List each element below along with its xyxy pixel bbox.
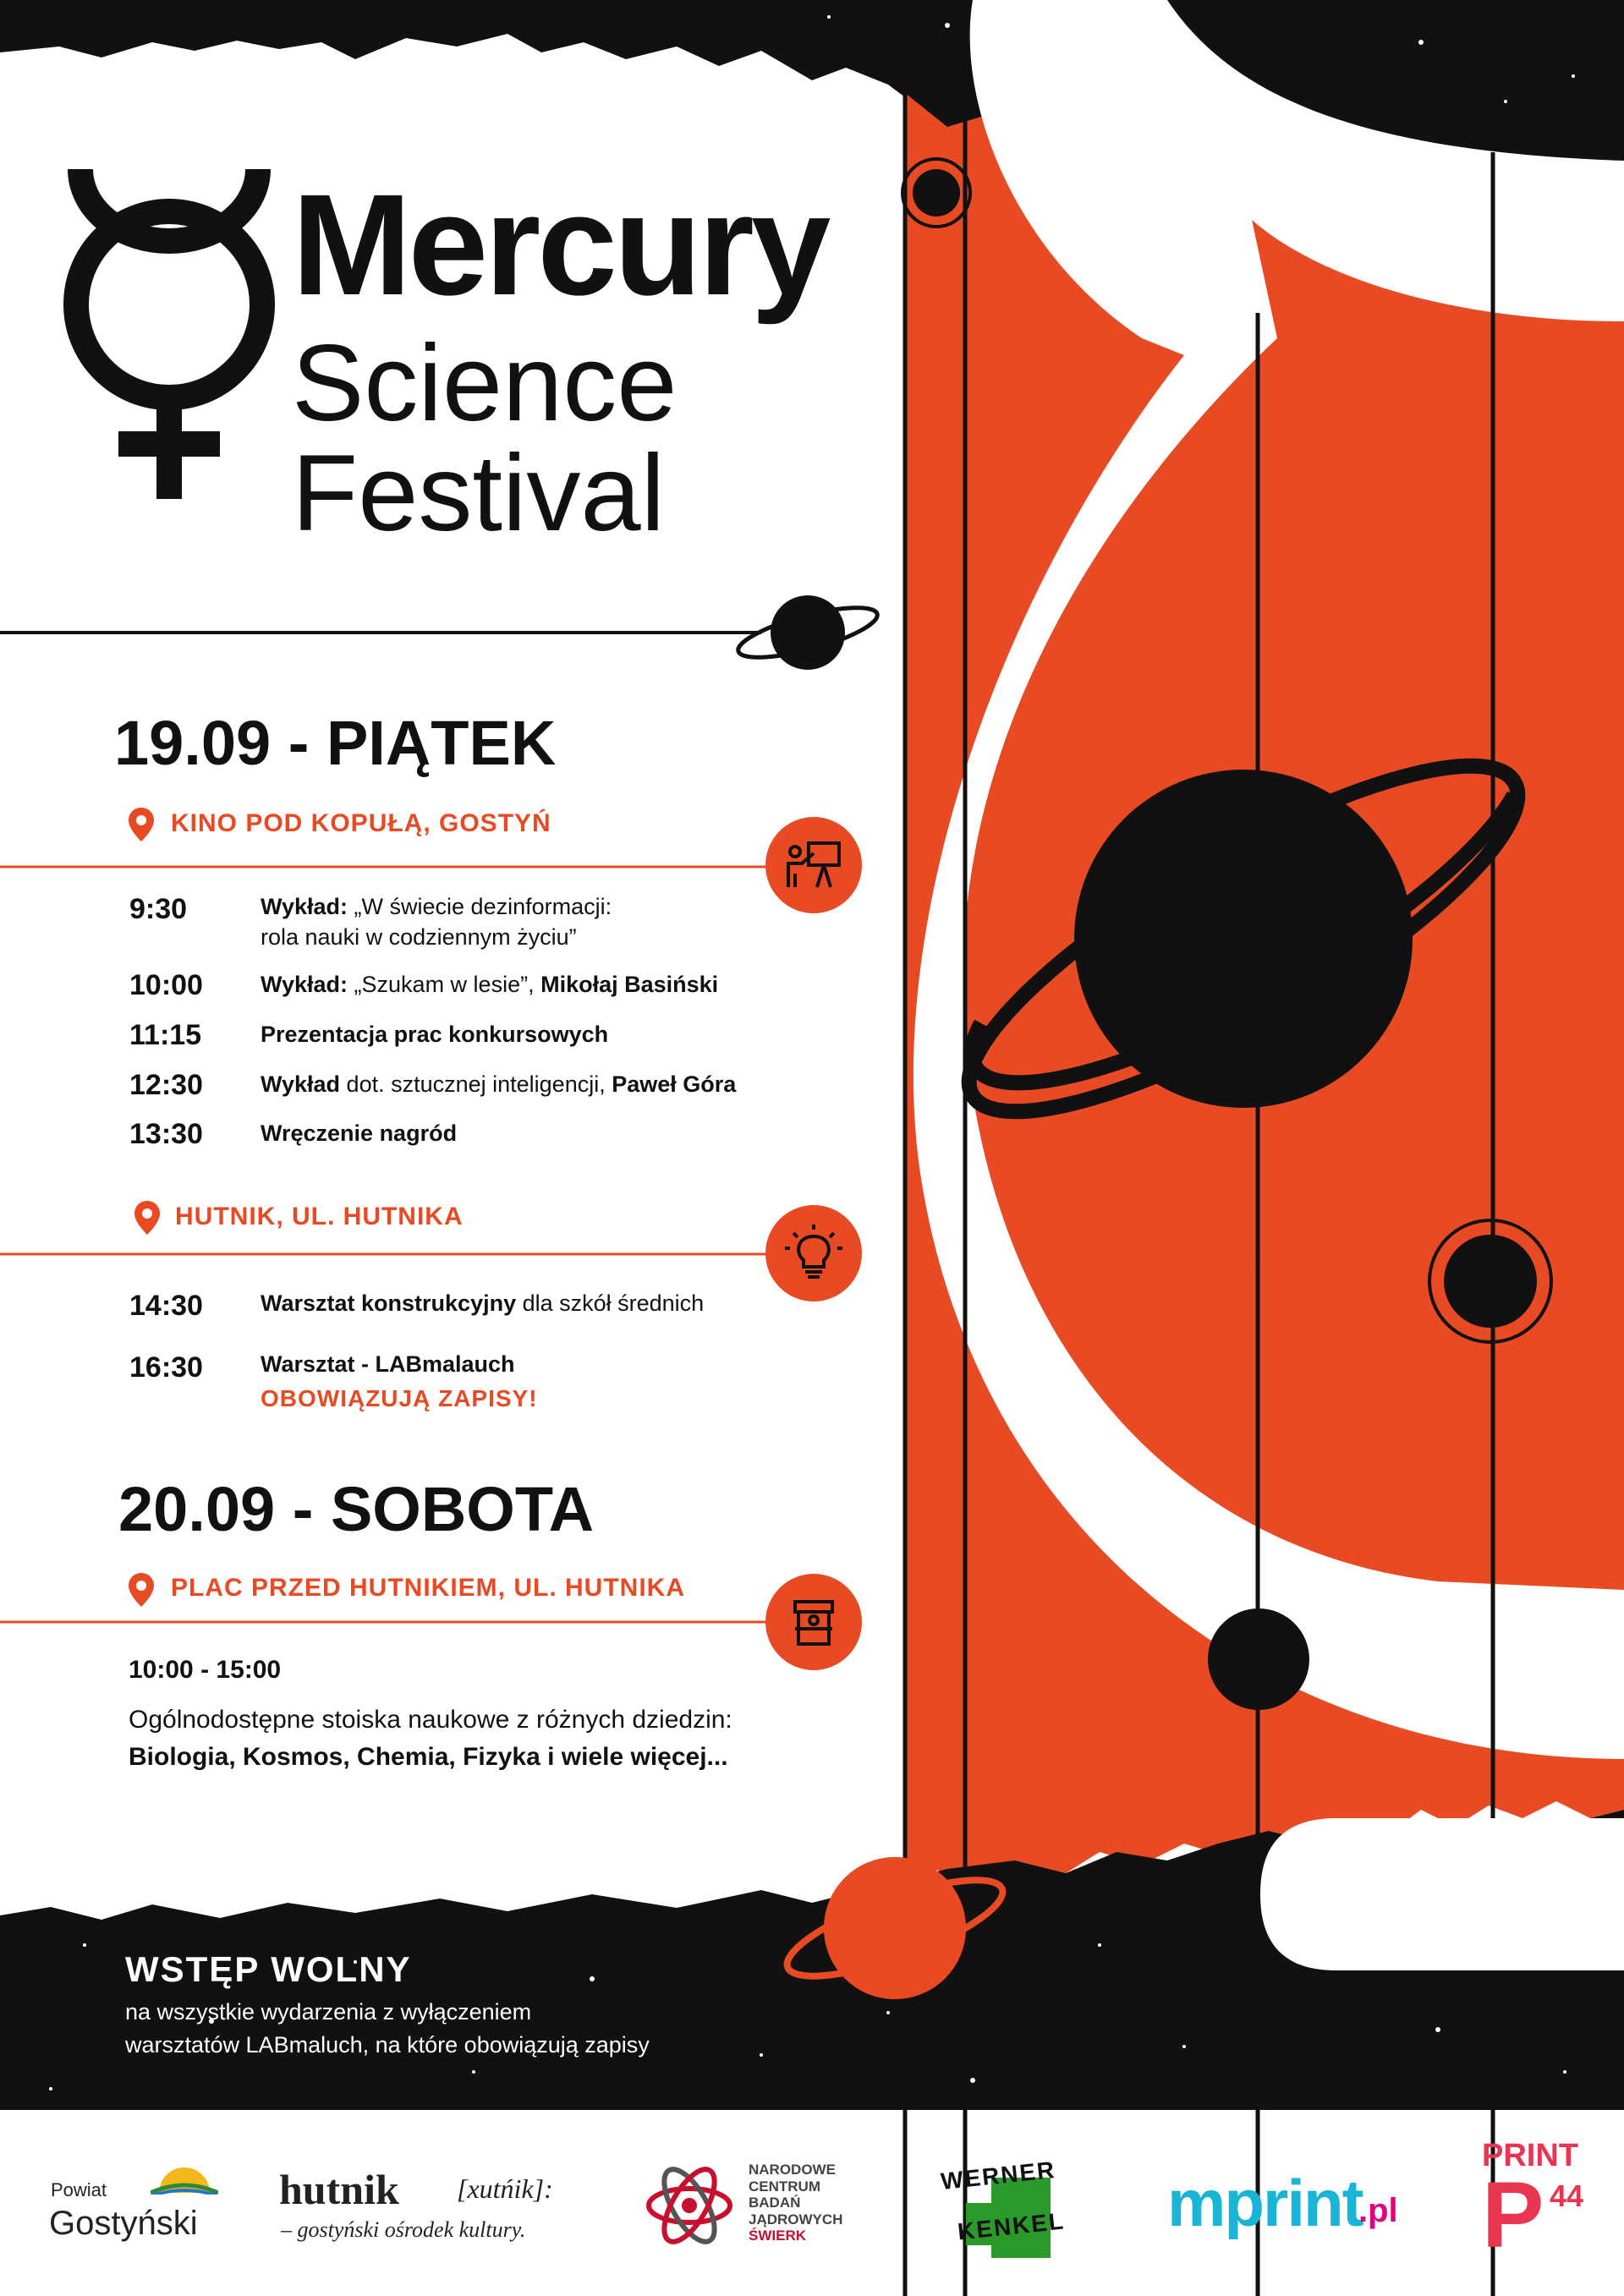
presentation-icon (780, 831, 848, 899)
logo-mprint[interactable]: mprint .pl (1167, 2166, 1398, 2240)
venue-plac: PLAC PRZED HUTNIKIEM, UL. HUTNIKA (171, 1574, 685, 1602)
time-1230: 12:30 (129, 1069, 203, 1101)
logo-werner-kenkel[interactable]: WERNER KENKEL (941, 2152, 1084, 2258)
sun-icon (151, 2161, 218, 2195)
title-festival: Festival (292, 433, 665, 554)
logo-print44[interactable]: PRINT P 44 (1482, 2138, 1584, 2267)
event-1115: Prezentacja prac konkursowych (261, 1022, 609, 1047)
title-science: Science (292, 323, 678, 444)
venue-kino: KINO POD KOPUŁĄ, GOSTYŃ (171, 809, 551, 837)
time-1430: 14:30 (129, 1290, 203, 1322)
location-pin-icon (133, 1199, 162, 1236)
planet-small (1208, 1608, 1309, 1710)
day1-heading: 19.09 - PIĄTEK (114, 708, 557, 778)
time-1115: 11:15 (129, 1019, 202, 1051)
day2-heading: 20.09 - SOBOTA (118, 1474, 595, 1544)
event-0930: Wykład: „W świecie dezinformacji: rola nauki w codziennym życiu” (261, 894, 612, 951)
event-1000: Wykład: „Szukam w lesie”, Mikołaj Basiński (261, 972, 719, 997)
planet-divider (734, 595, 882, 670)
planet-ringed (1444, 1235, 1537, 1328)
logo-ncbj[interactable]: NARODOWE CENTRUM BADAŃ JĄDROWYCH ŚWIERK (643, 2155, 863, 2256)
time-1630: 16:30 (129, 1351, 203, 1384)
free-entry-title: WSTĘP WOLNY (125, 1949, 412, 1989)
day2-hours: 10:00 - 15:00 (129, 1656, 282, 1684)
space-top-left (0, 0, 888, 85)
logo-hutnik[interactable]: hutnik [xutńik]: – gostyński ośrodek kultury. (279, 2166, 553, 2242)
event-1430: Warsztat konstrukcyjny dla szkół średnich (261, 1290, 705, 1316)
time-1000: 10:00 (129, 969, 203, 1001)
location-pin-icon (127, 806, 156, 843)
venue-hutnik: HUTNIK, UL. HUTNIKA (175, 1203, 464, 1230)
logo-powiat-gostynski[interactable]: Powiat Gostyński (49, 2161, 218, 2254)
free-entry-desc: na wszystkie wydarzenia z wyłączeniem warsztatów LABmaluch, na które obowiązują zapisy (125, 1999, 650, 2058)
time-1330: 13:30 (129, 1118, 203, 1150)
event-1330: Wręczenie nagród (261, 1121, 458, 1146)
title-mercury: Mercury (292, 165, 828, 326)
day2-description: Ogólnodostępne stoiska naukowe z różnych dziedzin: Biologia, Kosmos, Chemia, Fizyka i wiele więcej... (129, 1706, 732, 1771)
atom-icon (643, 2155, 736, 2256)
signup-warning: OBOWIĄZUJĄ ZAPISY! (261, 1385, 538, 1411)
event-1630: Warsztat - LABmalauch (261, 1351, 515, 1377)
time-0930: 9:30 (129, 893, 188, 925)
booth-icon (780, 1588, 848, 1656)
lightbulb-icon (780, 1219, 848, 1287)
planet-top (913, 169, 960, 216)
location-pin-icon (127, 1571, 156, 1608)
event-1230: Wykład dot. sztucznej inteligencji, Paweł Góra (261, 1071, 737, 1097)
mercury-symbol-icon (76, 169, 262, 499)
